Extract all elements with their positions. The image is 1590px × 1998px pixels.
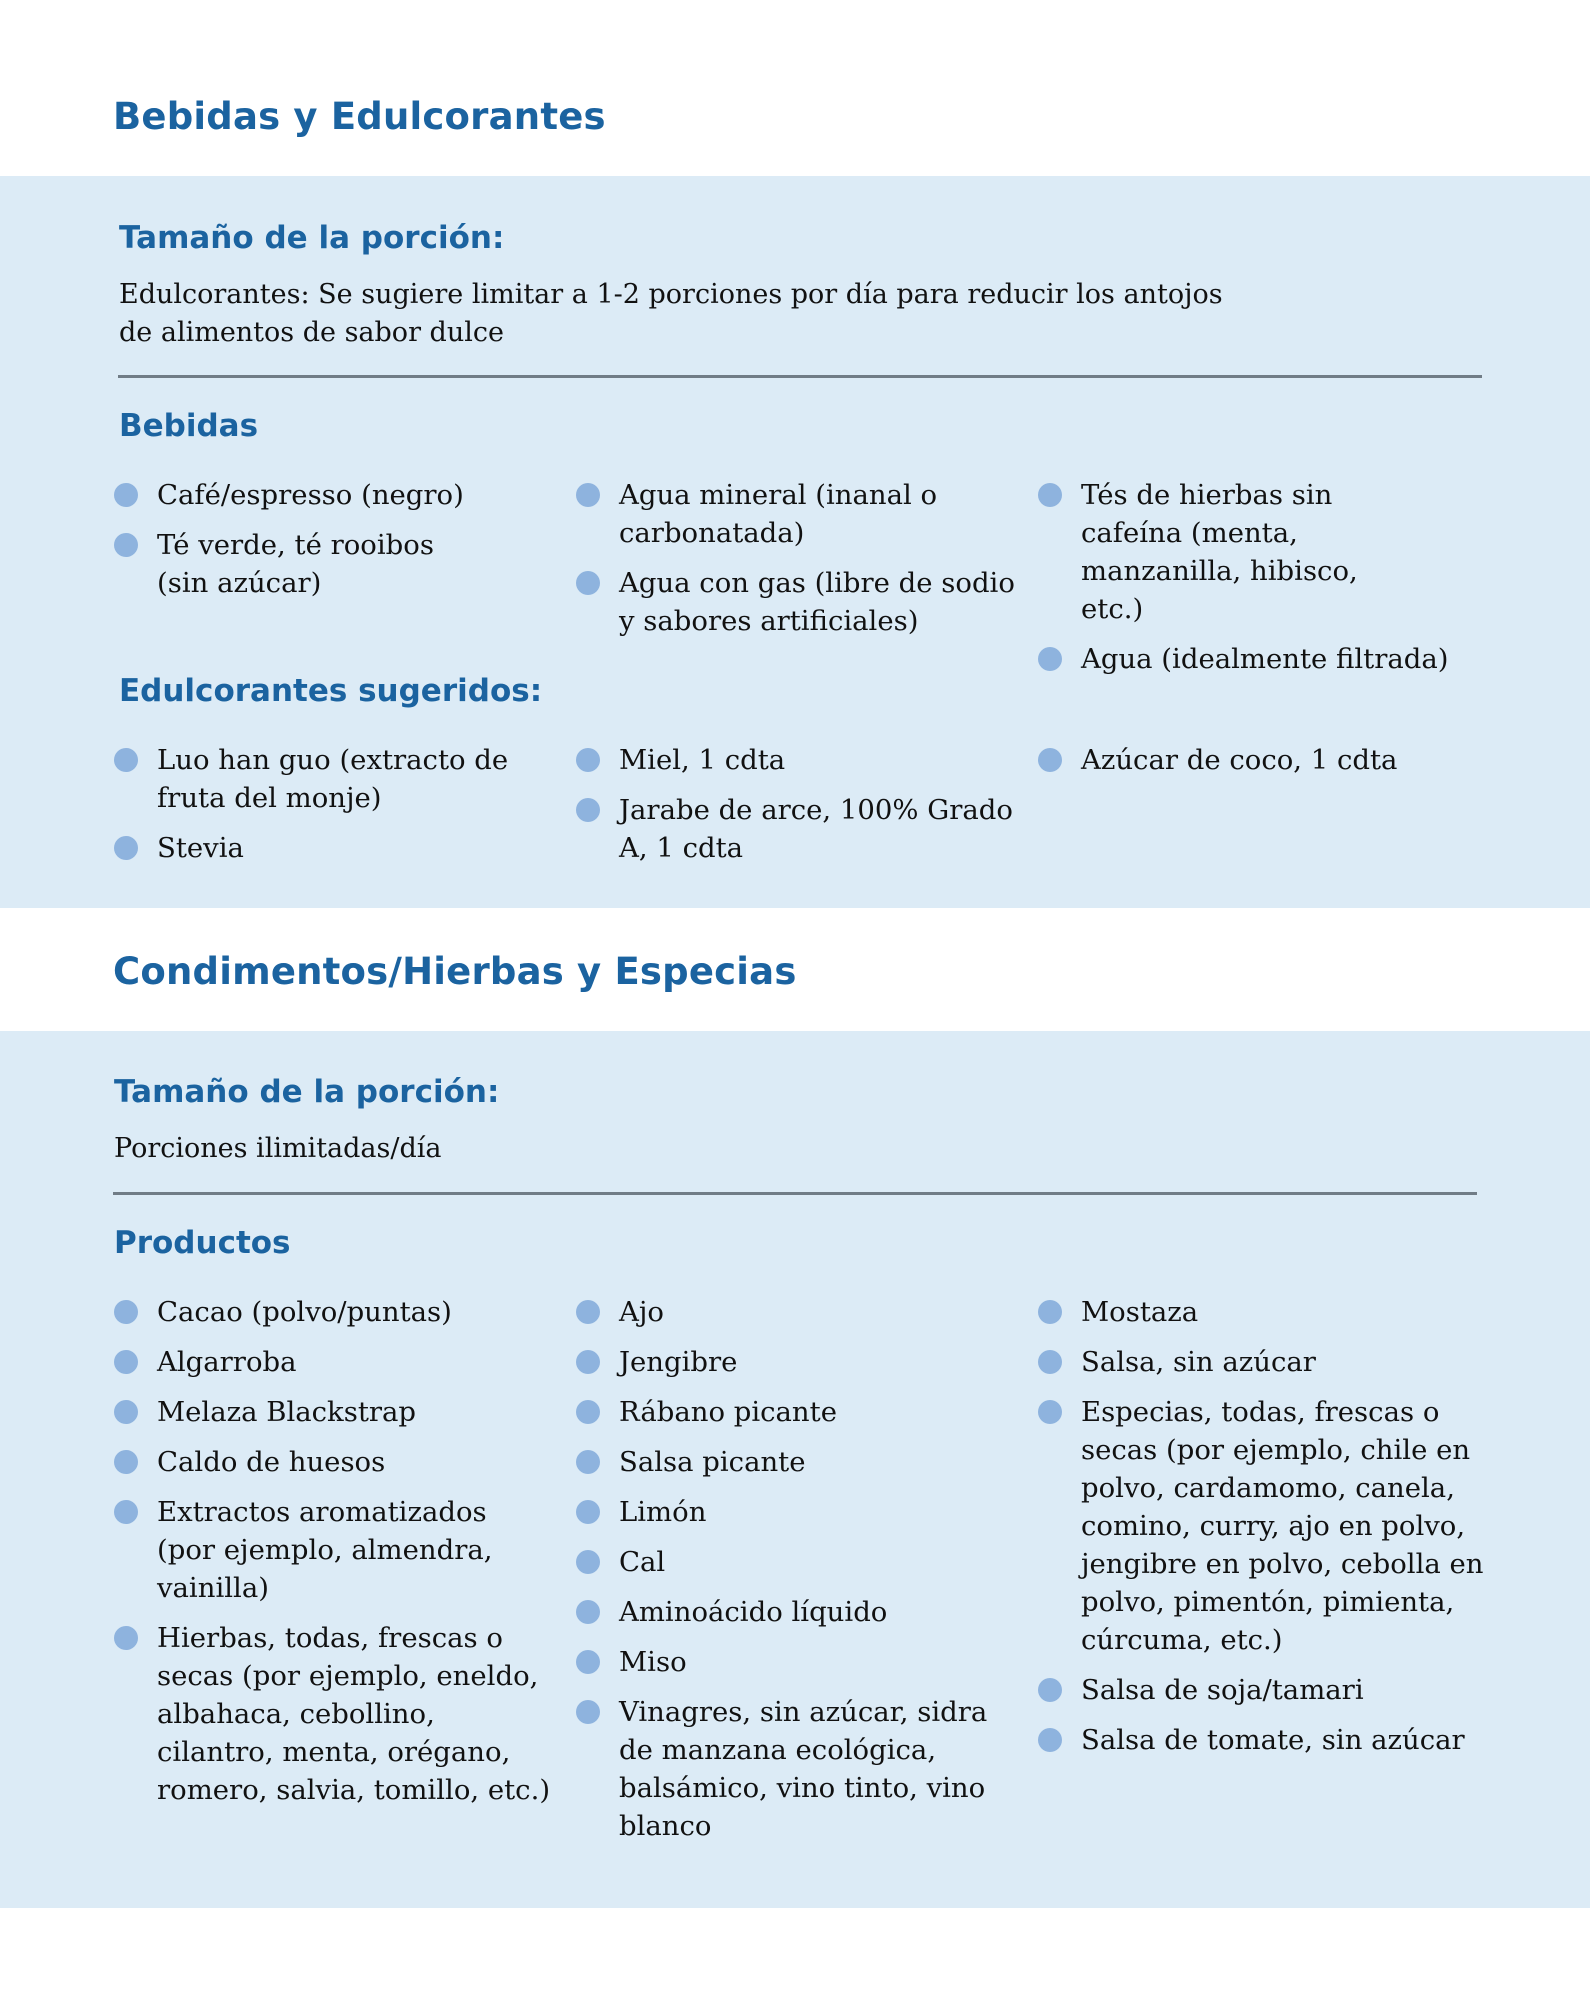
list-item <box>576 1293 996 1331</box>
list-item-text: Luo han guo (extracto de fruta del monje) <box>157 744 509 814</box>
bullet-icon <box>114 533 138 557</box>
bullet-icon <box>1038 647 1062 671</box>
list-item <box>1038 1393 1501 1659</box>
list-item-text: Café/espresso (negro) <box>157 479 464 511</box>
bullet-icon <box>576 1300 600 1324</box>
bullet-icon <box>114 1300 138 1324</box>
bullet-icon <box>576 1350 600 1374</box>
list-item-text: Salsa picante <box>619 1446 806 1478</box>
list-item-text: Agua con gas (libre de sodio y sabores artificiales) <box>619 567 1015 637</box>
bullet-icon <box>576 1650 600 1674</box>
bullet-icon <box>1038 748 1062 772</box>
serving-size-heading: Tamaño de la porción: <box>114 1074 500 1110</box>
list-item <box>576 1493 996 1531</box>
divider-rule <box>113 1192 1477 1195</box>
productos-list-col2 <box>576 1293 996 1857</box>
list-item <box>576 1343 996 1381</box>
edulcorantes-list-col2 <box>576 741 1013 879</box>
list-item-text: Miso <box>619 1646 687 1678</box>
bebidas-heading: Bebidas <box>119 408 259 444</box>
bullet-icon <box>1038 1728 1062 1752</box>
bullet-icon <box>576 798 600 822</box>
bullet-icon <box>114 748 138 772</box>
bullet-icon <box>114 1350 138 1374</box>
list-item <box>114 741 537 817</box>
list-item <box>576 1393 996 1431</box>
bullet-icon <box>1038 1678 1062 1702</box>
list-item <box>576 1543 996 1581</box>
list-item-text: Extractos aromatizados (por ejemplo, almendra, vainilla) <box>157 1496 493 1604</box>
list-item <box>114 526 477 602</box>
list-item <box>114 476 544 514</box>
panel-bebidas-edulcorantes <box>0 176 1590 908</box>
bullet-icon <box>576 1600 600 1624</box>
list-item-text: Melaza Blackstrap <box>157 1396 417 1428</box>
list-item-text: Tés de hierbas sin cafeína (menta, manzanilla, hibisco, etc.) <box>1081 479 1358 625</box>
list-item-text: Hierbas, todas, frescas o secas (por ejemplo, eneldo, albahaca, cebollino, cilantro, menta, orégano, romero, salvia, tomillo, etc.) <box>157 1622 551 1806</box>
list-item <box>114 1293 534 1331</box>
bebidas-list-col2 <box>576 476 1015 652</box>
list-item-text: Rábano picante <box>619 1396 837 1428</box>
panel-condimentos <box>0 1031 1590 1908</box>
list-item-text: Cal <box>619 1546 666 1578</box>
productos-heading: Productos <box>114 1225 291 1261</box>
bullet-icon <box>576 748 600 772</box>
bullet-icon <box>1038 1300 1062 1324</box>
productos-list-col1 <box>114 1293 551 1821</box>
section-title-bebidas-edulcorantes: Bebidas y Edulcorantes <box>113 95 606 138</box>
list-item-text: Algarroba <box>157 1346 297 1378</box>
list-item-text: Salsa de tomate, sin azúcar <box>1081 1724 1465 1756</box>
list-item <box>114 1493 517 1607</box>
bullet-icon <box>114 1626 138 1650</box>
bullet-icon <box>114 836 138 860</box>
list-item-text: Azúcar de coco, 1 cdta <box>1081 744 1398 776</box>
bullet-icon <box>576 1700 600 1724</box>
productos-list-col3 <box>1038 1293 1484 1771</box>
list-item <box>1038 741 1478 779</box>
list-item-text: Mostaza <box>1081 1296 1199 1328</box>
list-item <box>1038 476 1421 628</box>
list-item <box>1038 1343 1478 1381</box>
list-item-text: Jengibre <box>619 1346 738 1378</box>
serving-size-text <box>119 276 1459 352</box>
bullet-icon <box>576 1550 600 1574</box>
edulcorantes-list-col1 <box>114 741 544 879</box>
serving-size-heading: Tamaño de la porción: <box>119 220 505 256</box>
list-item-text: Té verde, té rooibos (sin azúcar) <box>157 529 434 599</box>
bebidas-list-col3 <box>1038 476 1478 690</box>
list-item-text: Agua mineral (inanal o carbonatada) <box>619 479 938 549</box>
list-item-text: Limón <box>619 1496 707 1528</box>
edulcorantes-heading: Edulcorantes sugeridos: <box>119 673 543 709</box>
list-item-text: Aminoácido líquido <box>619 1596 888 1628</box>
bullet-icon <box>576 483 600 507</box>
list-item <box>114 1443 534 1481</box>
bullet-icon <box>1038 483 1062 507</box>
bullet-icon <box>114 1500 138 1524</box>
bullet-icon <box>114 1400 138 1424</box>
list-item <box>114 1343 534 1381</box>
serving-size-text: Porciones ilimitadas/día <box>114 1133 442 1164</box>
bebidas-list-col1 <box>114 476 544 614</box>
list-item-text: Miel, 1 cdta <box>619 744 786 776</box>
bullet-icon <box>1038 1400 1062 1424</box>
list-item <box>114 1393 534 1431</box>
list-item-text: Especias, todas, frescas o secas (por ejemplo, chile en polvo, cardamomo, canela, comino, curry, ajo en polvo, jengibre en polvo, cebolla en polvo, pimentón, pimienta, cúrcuma, etc.) <box>1081 1396 1484 1656</box>
bullet-icon <box>576 1450 600 1474</box>
bullet-icon <box>576 1500 600 1524</box>
list-item <box>576 1643 996 1681</box>
list-item <box>1038 640 1478 678</box>
divider-rule <box>118 375 1482 378</box>
section-title-condimentos: Condimentos/Hierbas y Especias <box>113 950 797 993</box>
list-item <box>576 1693 1019 1845</box>
list-item <box>576 741 996 779</box>
list-item <box>576 564 1019 640</box>
list-item <box>114 829 544 867</box>
bullet-icon <box>114 1450 138 1474</box>
bullet-icon <box>1038 1350 1062 1374</box>
list-item <box>576 1443 996 1481</box>
list-item <box>576 1593 996 1631</box>
list-item <box>1038 1671 1478 1709</box>
bullet-icon <box>576 571 600 595</box>
edulcorantes-list-col3 <box>1038 741 1478 791</box>
list-item-text: Salsa, sin azúcar <box>1081 1346 1316 1378</box>
list-item-text: Cacao (polvo/puntas) <box>157 1296 452 1328</box>
list-item <box>1038 1721 1478 1759</box>
list-item <box>576 791 1019 867</box>
list-item <box>114 1619 557 1809</box>
serving-size-text-line1: Edulcorantes: Se sugiere limitar a 1-2 porciones por día para reducir los antojos <box>119 279 1223 310</box>
list-item-text: Caldo de huesos <box>157 1446 386 1478</box>
list-item-text: Salsa de soja/tamari <box>1081 1674 1364 1706</box>
bullet-icon <box>114 483 138 507</box>
serving-size-text-line2: de alimentos de sabor dulce <box>119 317 504 348</box>
bullet-icon <box>576 1400 600 1424</box>
list-item <box>1038 1293 1478 1331</box>
list-item <box>576 476 949 552</box>
list-item-text: Jarabe de arce, 100% Grado A, 1 cdta <box>619 794 1013 864</box>
list-item-text: Ajo <box>619 1296 664 1328</box>
list-item-text: Stevia <box>157 832 244 864</box>
list-item-text: Vinagres, sin azúcar, sidra de manzana ecológica, balsámico, vino tinto, vino blanco <box>619 1696 988 1842</box>
list-item-text: Agua (idealmente filtrada) <box>1081 643 1449 675</box>
